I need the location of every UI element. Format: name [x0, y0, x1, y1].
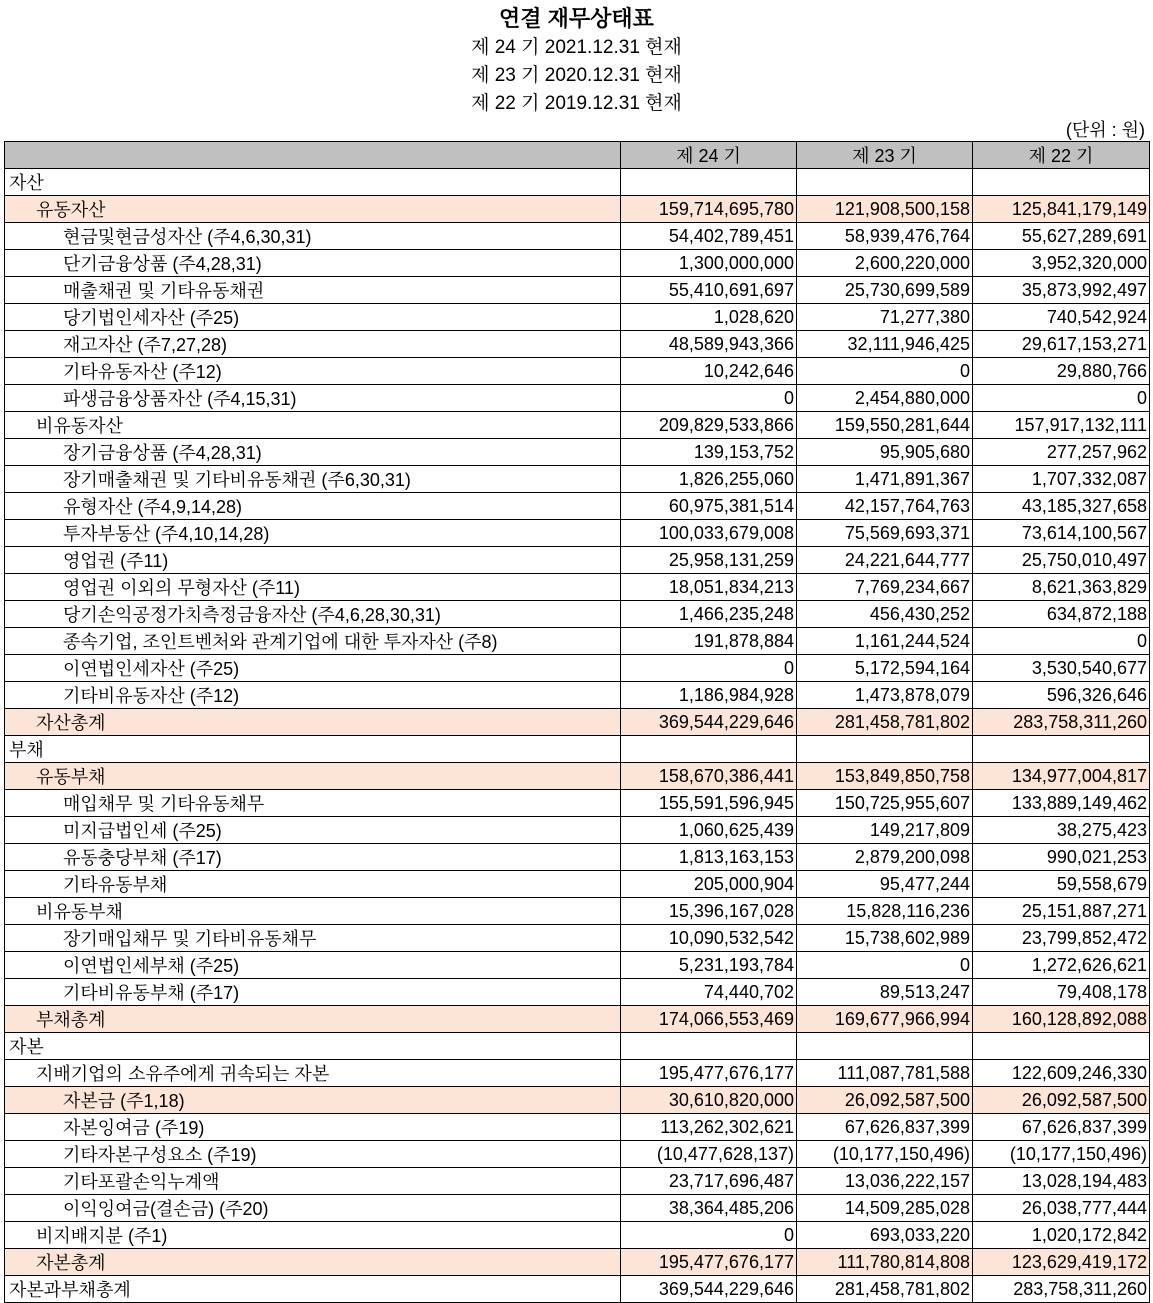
value-cell: 158,670,386,441 [621, 763, 797, 790]
period-23: 제 23 기 2020.12.31 현재 [471, 65, 682, 86]
table-row [5, 1060, 1150, 1087]
value-cell: 59,558,679 [973, 871, 1150, 898]
value-cell: 29,880,766 [973, 358, 1150, 385]
value-cell: 149,217,809 [797, 817, 973, 844]
row-label: 매입채무 및 기타유동채무 [5, 790, 621, 817]
value-cell: 1,161,244,524 [797, 628, 973, 655]
table-row [5, 250, 1150, 277]
period-22: 제 22 기 2019.12.31 현재 [471, 93, 682, 114]
row-label: 자본과부채총계 [5, 1276, 621, 1303]
table-row [5, 925, 1150, 952]
value-cell [797, 736, 973, 763]
row-label: 자본총계 [5, 1249, 621, 1276]
value-cell: 157,917,132,111 [973, 412, 1150, 439]
value-cell: 2,454,880,000 [797, 385, 973, 412]
row-label: 자산총계 [5, 709, 621, 736]
value-cell: 26,092,587,500 [973, 1087, 1150, 1114]
row-label: 기타포괄손익누계액 [5, 1168, 621, 1195]
table-row [5, 1195, 1150, 1222]
row-label: 장기금융상품 (주4,28,31) [5, 439, 621, 466]
value-cell: 35,873,992,497 [973, 277, 1150, 304]
value-cell: 8,621,363,829 [973, 574, 1150, 601]
value-cell: 1,466,235,248 [621, 601, 797, 628]
table-row [5, 520, 1150, 547]
value-cell: 26,038,777,444 [973, 1195, 1150, 1222]
value-cell: 74,440,702 [621, 979, 797, 1006]
row-label: 이연법인세자산 (주25) [5, 655, 621, 682]
value-cell: 95,905,680 [797, 439, 973, 466]
value-cell: 111,087,781,588 [797, 1060, 973, 1087]
row-label: 매출채권 및 기타유동채권 [5, 277, 621, 304]
value-cell: 67,626,837,399 [797, 1114, 973, 1141]
table-row [5, 331, 1150, 358]
value-cell: 5,231,193,784 [621, 952, 797, 979]
row-label: 장기매입채무 및 기타비유동채무 [5, 925, 621, 952]
value-cell: 13,028,194,483 [973, 1168, 1150, 1195]
value-cell: 2,879,200,098 [797, 844, 973, 871]
value-cell [797, 1033, 973, 1060]
value-cell: 26,092,587,500 [797, 1087, 973, 1114]
row-label: 현금및현금성자산 (주4,6,30,31) [5, 223, 621, 250]
value-cell [797, 169, 973, 196]
header-label [5, 142, 621, 169]
value-cell: 32,111,946,425 [797, 331, 973, 358]
value-cell: (10,177,150,496) [797, 1141, 973, 1168]
value-cell [621, 1033, 797, 1060]
value-cell: 25,750,010,497 [973, 547, 1150, 574]
value-cell: 1,826,255,060 [621, 466, 797, 493]
value-cell: 7,769,234,667 [797, 574, 973, 601]
table-row [5, 790, 1150, 817]
row-label: 재고자산 (주7,27,28) [5, 331, 621, 358]
row-label: 영업권 (주11) [5, 547, 621, 574]
row-label: 당기손익공정가치측정금융자산 (주4,6,28,30,31) [5, 601, 621, 628]
value-cell: (10,177,150,496) [973, 1141, 1150, 1168]
header-period-24: 제 24 기 [621, 142, 797, 169]
value-cell: 174,066,553,469 [621, 1006, 797, 1033]
row-label: 자본금 (주1,18) [5, 1087, 621, 1114]
value-cell: 281,458,781,802 [797, 709, 973, 736]
value-cell: 13,036,222,157 [797, 1168, 973, 1195]
value-cell: 23,717,696,487 [621, 1168, 797, 1195]
value-cell: 1,813,163,153 [621, 844, 797, 871]
table-row [5, 655, 1150, 682]
table-row [5, 844, 1150, 871]
value-cell: 169,677,966,994 [797, 1006, 973, 1033]
value-cell: 2,600,220,000 [797, 250, 973, 277]
row-label: 유형자산 (주4,9,14,28) [5, 493, 621, 520]
value-cell: 0 [797, 358, 973, 385]
value-cell: 24,221,644,777 [797, 547, 973, 574]
value-cell: 25,151,887,271 [973, 898, 1150, 925]
row-label: 당기법인세자산 (주25) [5, 304, 621, 331]
value-cell: 740,542,924 [973, 304, 1150, 331]
value-cell: 0 [797, 952, 973, 979]
value-cell: 71,277,380 [797, 304, 973, 331]
table-row [5, 1168, 1150, 1195]
value-cell: 67,626,837,399 [973, 1114, 1150, 1141]
value-cell: 277,257,962 [973, 439, 1150, 466]
value-cell: 191,878,884 [621, 628, 797, 655]
table-row [5, 358, 1150, 385]
row-label: 장기매출채권 및 기타비유동채권 (주6,30,31) [5, 466, 621, 493]
value-cell: 48,589,943,366 [621, 331, 797, 358]
row-label: 기타비유동자산 (주12) [5, 682, 621, 709]
value-cell: 1,473,878,079 [797, 682, 973, 709]
value-cell: 155,591,596,945 [621, 790, 797, 817]
value-cell: 18,051,834,213 [621, 574, 797, 601]
value-cell: 634,872,188 [973, 601, 1150, 628]
value-cell: 0 [973, 385, 1150, 412]
value-cell: 58,939,476,764 [797, 223, 973, 250]
table-row [5, 1276, 1150, 1303]
table-row [5, 439, 1150, 466]
value-cell: 10,090,532,542 [621, 925, 797, 952]
row-label: 기타유동부채 [5, 871, 621, 898]
value-cell: 369,544,229,646 [621, 1276, 797, 1303]
table-row [5, 1141, 1150, 1168]
header-period-23: 제 23 기 [797, 142, 973, 169]
table-row [5, 1249, 1150, 1276]
table-row [5, 979, 1150, 1006]
value-cell: 14,509,285,028 [797, 1195, 973, 1222]
value-cell: 134,977,004,817 [973, 763, 1150, 790]
header-row [5, 142, 1150, 169]
table-body [5, 169, 1150, 1303]
value-cell: 1,707,332,087 [973, 466, 1150, 493]
row-label: 이익잉여금(결손금) (주20) [5, 1195, 621, 1222]
value-cell: 209,829,533,866 [621, 412, 797, 439]
value-cell: 0 [973, 628, 1150, 655]
value-cell: 60,975,381,514 [621, 493, 797, 520]
table-row [5, 952, 1150, 979]
value-cell: 205,000,904 [621, 871, 797, 898]
table-row [5, 574, 1150, 601]
value-cell: 23,799,852,472 [973, 925, 1150, 952]
table-row [5, 1087, 1150, 1114]
value-cell [973, 736, 1150, 763]
table-row [5, 1006, 1150, 1033]
value-cell: 79,408,178 [973, 979, 1150, 1006]
value-cell: 1,028,620 [621, 304, 797, 331]
value-cell: 15,738,602,989 [797, 925, 973, 952]
row-label: 비유동부채 [5, 898, 621, 925]
value-cell: 5,172,594,164 [797, 655, 973, 682]
table-row [5, 709, 1150, 736]
table-row [5, 385, 1150, 412]
value-cell: 283,758,311,260 [973, 1276, 1150, 1303]
table-row [5, 196, 1150, 223]
row-label: 유동부채 [5, 763, 621, 790]
value-cell: 25,958,131,259 [621, 547, 797, 574]
unit-label: (단위 : 원) [1065, 120, 1145, 140]
value-cell: 75,569,693,371 [797, 520, 973, 547]
table-row [5, 412, 1150, 439]
row-label: 기타자본구성요소 (주19) [5, 1141, 621, 1168]
value-cell: 0 [621, 1222, 797, 1249]
document-title: 연결 재무상태표 [499, 6, 654, 31]
row-label: 비지배지분 (주1) [5, 1222, 621, 1249]
table-row [5, 1033, 1150, 1060]
header-period-22: 제 22 기 [973, 142, 1150, 169]
value-cell: 123,629,419,172 [973, 1249, 1150, 1276]
value-cell: 122,609,246,330 [973, 1060, 1150, 1087]
value-cell [973, 169, 1150, 196]
row-label: 종속기업, 조인트벤처와 관계기업에 대한 투자자산 (주8) [5, 628, 621, 655]
value-cell: 1,300,000,000 [621, 250, 797, 277]
value-cell: 30,610,820,000 [621, 1087, 797, 1114]
value-cell: 38,275,423 [973, 817, 1150, 844]
value-cell: 160,128,892,088 [973, 1006, 1150, 1033]
table-row [5, 601, 1150, 628]
value-cell [973, 1033, 1150, 1060]
value-cell: 55,627,289,691 [973, 223, 1150, 250]
value-cell [621, 169, 797, 196]
row-label: 부채총계 [5, 1006, 621, 1033]
value-cell: 42,157,764,763 [797, 493, 973, 520]
row-label: 비유동자산 [5, 412, 621, 439]
value-cell: 195,477,676,177 [621, 1249, 797, 1276]
value-cell: 153,849,850,758 [797, 763, 973, 790]
value-cell: 3,530,540,677 [973, 655, 1150, 682]
table-row [5, 277, 1150, 304]
row-label: 투자부동산 (주4,10,14,28) [5, 520, 621, 547]
row-label: 기타비유동부채 (주17) [5, 979, 621, 1006]
table-row [5, 871, 1150, 898]
value-cell: 25,730,699,589 [797, 277, 973, 304]
row-label: 지배기업의 소유주에게 귀속되는 자본 [5, 1060, 621, 1087]
table-row [5, 1222, 1150, 1249]
row-label: 기타유동자산 (주12) [5, 358, 621, 385]
row-label: 자산 [5, 169, 621, 196]
table-row [5, 1114, 1150, 1141]
value-cell: 125,841,179,149 [973, 196, 1150, 223]
value-cell: 369,544,229,646 [621, 709, 797, 736]
table-row [5, 898, 1150, 925]
row-label: 이연법인세부채 (주25) [5, 952, 621, 979]
value-cell: 0 [621, 655, 797, 682]
value-cell: 38,364,485,206 [621, 1195, 797, 1222]
value-cell: 283,758,311,260 [973, 709, 1150, 736]
value-cell: 195,477,676,177 [621, 1060, 797, 1087]
value-cell: 113,262,302,621 [621, 1114, 797, 1141]
row-label: 부채 [5, 736, 621, 763]
value-cell: 1,186,984,928 [621, 682, 797, 709]
value-cell: 3,952,320,000 [973, 250, 1150, 277]
table-row [5, 763, 1150, 790]
value-cell [621, 736, 797, 763]
row-label: 유동자산 [5, 196, 621, 223]
table-row [5, 466, 1150, 493]
table-row [5, 223, 1150, 250]
value-cell: 54,402,789,451 [621, 223, 797, 250]
table-row [5, 736, 1150, 763]
value-cell: 1,060,625,439 [621, 817, 797, 844]
row-label: 파생금융상품자산 (주4,15,31) [5, 385, 621, 412]
value-cell: 100,033,679,008 [621, 520, 797, 547]
balance-sheet-table [4, 141, 1150, 1303]
table-row [5, 547, 1150, 574]
table-row [5, 682, 1150, 709]
value-cell: 0 [621, 385, 797, 412]
value-cell: (10,477,628,137) [621, 1141, 797, 1168]
value-cell: 596,326,646 [973, 682, 1150, 709]
row-label: 자본 [5, 1033, 621, 1060]
value-cell: 89,513,247 [797, 979, 973, 1006]
value-cell: 111,780,814,808 [797, 1249, 973, 1276]
value-cell: 73,614,100,567 [973, 520, 1150, 547]
value-cell: 150,725,955,607 [797, 790, 973, 817]
value-cell: 121,908,500,158 [797, 196, 973, 223]
row-label: 유동충당부채 (주17) [5, 844, 621, 871]
value-cell: 990,021,253 [973, 844, 1150, 871]
value-cell: 10,242,646 [621, 358, 797, 385]
value-cell: 693,033,220 [797, 1222, 973, 1249]
value-cell: 55,410,691,697 [621, 277, 797, 304]
value-cell: 281,458,781,802 [797, 1276, 973, 1303]
row-label: 영업권 이외의 무형자산 (주11) [5, 574, 621, 601]
value-cell: 15,828,116,236 [797, 898, 973, 925]
table-row [5, 304, 1150, 331]
row-label: 단기금융상품 (주4,28,31) [5, 250, 621, 277]
row-label: 자본잉여금 (주19) [5, 1114, 621, 1141]
value-cell: 95,477,244 [797, 871, 973, 898]
table-row [5, 628, 1150, 655]
value-cell: 43,185,327,658 [973, 493, 1150, 520]
value-cell: 29,617,153,271 [973, 331, 1150, 358]
table-row [5, 493, 1150, 520]
table-row [5, 817, 1150, 844]
value-cell: 133,889,149,462 [973, 790, 1150, 817]
value-cell: 159,550,281,644 [797, 412, 973, 439]
value-cell: 1,471,891,367 [797, 466, 973, 493]
value-cell: 1,020,172,842 [973, 1222, 1150, 1249]
table-row [5, 169, 1150, 196]
value-cell: 1,272,626,621 [973, 952, 1150, 979]
period-24: 제 24 기 2021.12.31 현재 [471, 37, 682, 58]
value-cell: 15,396,167,028 [621, 898, 797, 925]
value-cell: 159,714,695,780 [621, 196, 797, 223]
row-label: 미지급법인세 (주25) [5, 817, 621, 844]
value-cell: 456,430,252 [797, 601, 973, 628]
value-cell: 139,153,752 [621, 439, 797, 466]
